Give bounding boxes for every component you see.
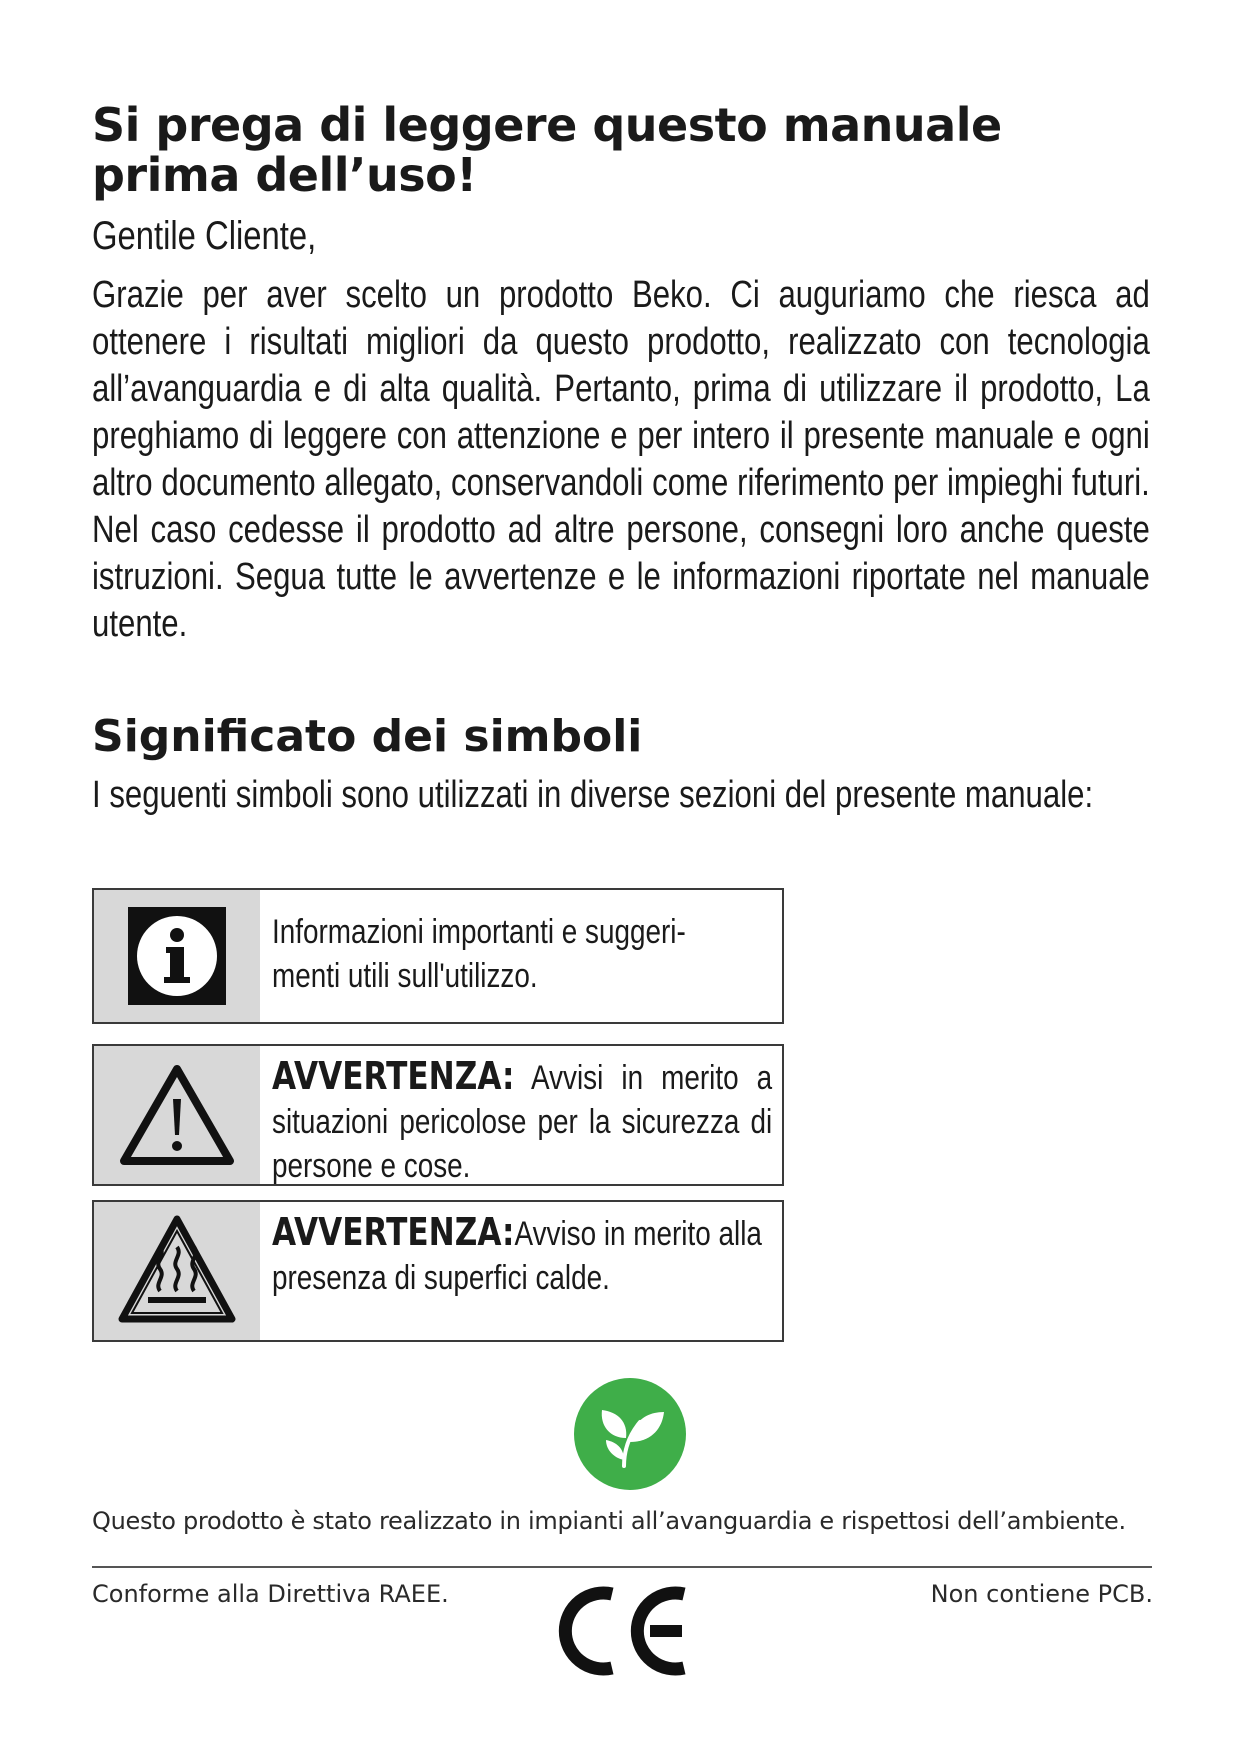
pcb-statement: Non contiene PCB. [930, 1580, 1153, 1608]
hot-warning-label: AVVERTENZA: [272, 1210, 515, 1254]
ce-mark-icon [554, 1580, 694, 1682]
eco-leaf-icon [574, 1378, 686, 1490]
page-title: Si prega di leggere questo manuale prima dell’uso! [92, 98, 1002, 202]
weee-compliance: Conforme alla Direttiva RAEE. [92, 1580, 449, 1608]
warning-label: AVVERTENZA: [272, 1054, 515, 1098]
symbols-intro: I seguenti simboli sono utilizzati in diverse sezioni del presente manuale: [92, 774, 1094, 816]
symbol-text [272, 1210, 772, 1300]
hot-warning-description: Avviso in merito alla presenza di superfici calde. [272, 1215, 762, 1297]
symbol-text: Informazioni importanti e suggeri-menti utili sull'utilizzo. [272, 913, 686, 995]
intro-paragraph: Grazie per aver scelto un prodotto Beko. Ci auguriamo che riesca ad ottenere i risultati migliori da questo prodotto, realizzato con tecnologia all’avanguardia e di alta qualità. Pertanto, prima di utilizzare il prodotto, La preghiamo di leggere con attenzione e per intero il presente manuale e ogni altro documento allegato, conservandoli come riferimento per impieghi futuri. Nel caso cedesse il prodotto ad altre persone, consegni loro anche queste istruzioni. Segua tutte le avvertenze e le informazioni riportate nel manuale utente. [92, 274, 1150, 645]
eco-statement: Questo prodotto è stato realizzato in impianti all’avanguardia e rispettosi dell’ambiente. [92, 1507, 1126, 1535]
symbol-text [272, 1054, 772, 1184]
symbol-icon-cell [94, 890, 260, 1022]
symbol-icon-cell [94, 1046, 260, 1184]
hot-surface-icon [116, 1213, 238, 1329]
symbol-row-hot-surface [92, 1200, 784, 1342]
symbol-text-cell [260, 890, 782, 1022]
symbol-row-info [92, 888, 784, 1024]
symbol-text-cell [260, 1202, 782, 1340]
symbol-row-warning [92, 1044, 784, 1186]
warning-description: Avvisi in merito a situazioni pericolose per la sicurezza di persone e cose. [272, 1059, 773, 1184]
symbol-text-cell [260, 1046, 782, 1184]
info-icon [128, 907, 226, 1005]
symbols-heading: Significato dei simboli [92, 711, 643, 762]
warning-icon [118, 1063, 236, 1167]
greeting: Gentile Cliente, [92, 214, 317, 258]
manual-page [92, 100, 1152, 819]
footer-divider [92, 1566, 1152, 1568]
symbol-icon-cell [94, 1202, 260, 1340]
